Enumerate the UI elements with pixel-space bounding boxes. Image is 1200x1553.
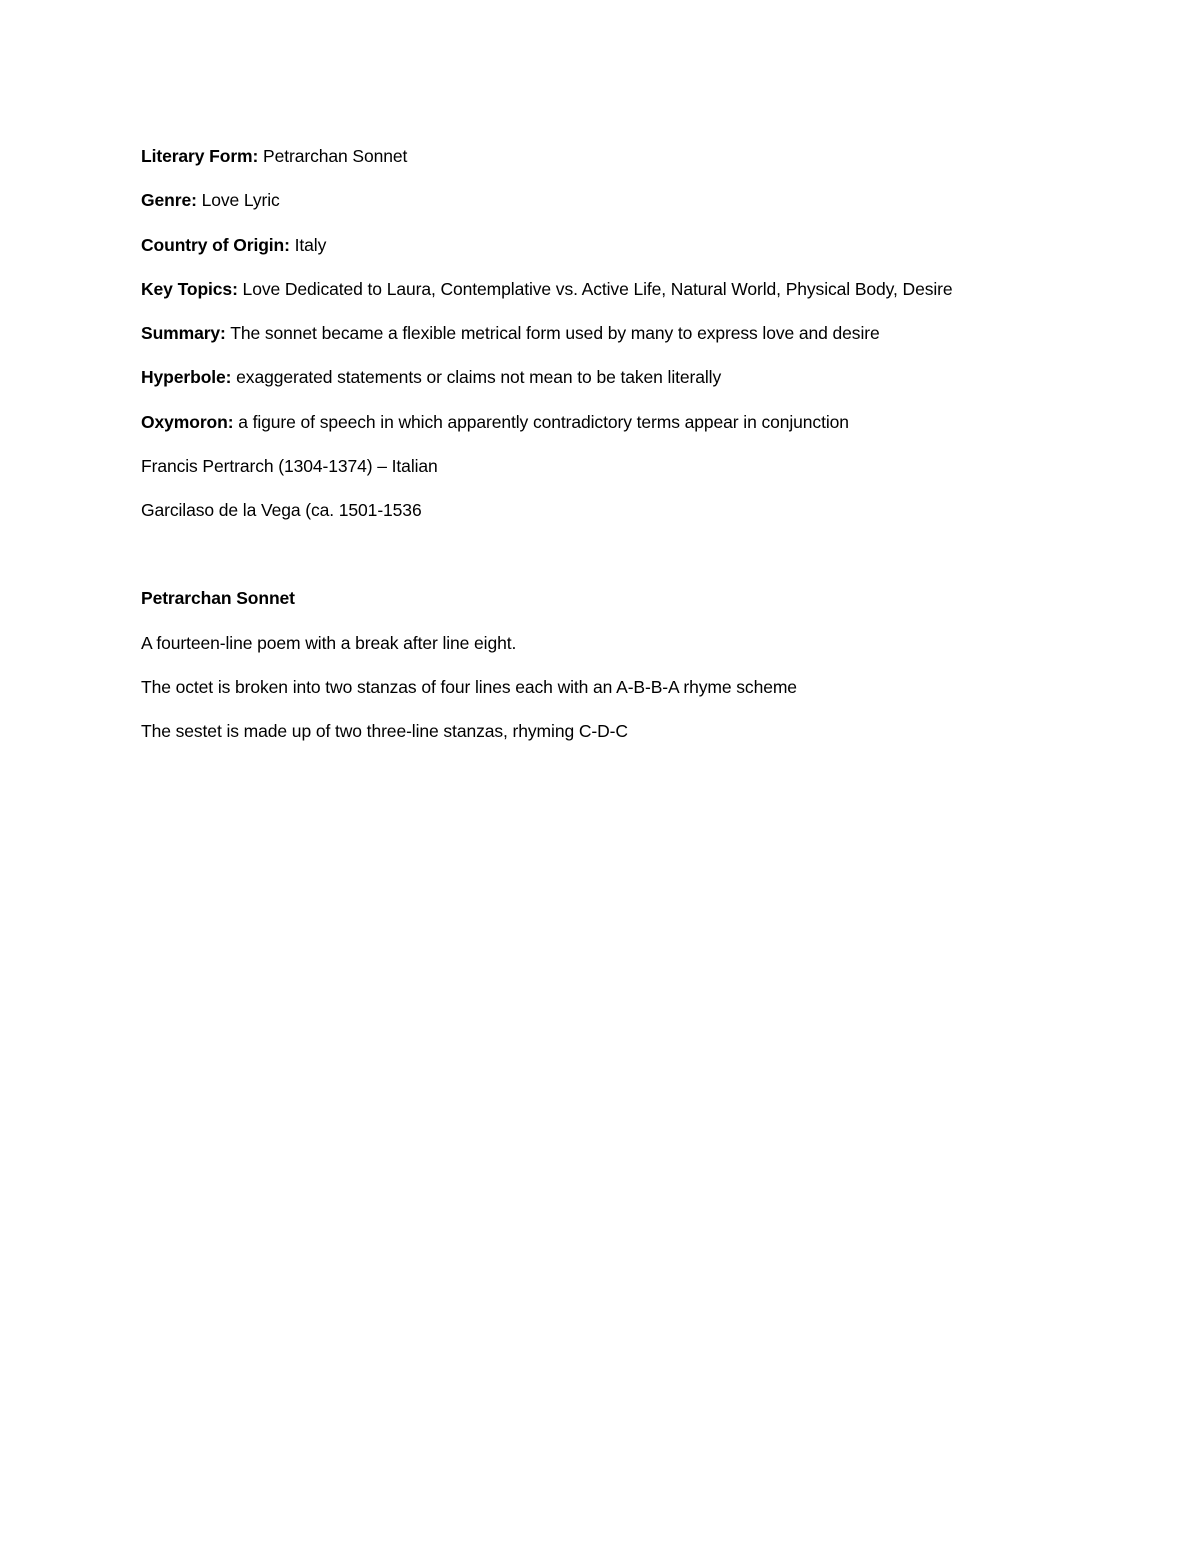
definition-value: Love Dedicated to Laura, Contemplative vs. Active Life, Natural World, Physical Body, Desire bbox=[237, 278, 953, 299]
definition-value: a figure of speech in which apparently contradictory terms appear in conjunction bbox=[233, 411, 849, 432]
definition-term: Hyperbole: bbox=[141, 367, 232, 388]
definition-hyperbole bbox=[141, 362, 1101, 406]
definition-oxymoron bbox=[141, 407, 1101, 451]
definition-term: Key Topics: bbox=[141, 278, 238, 299]
definition-term: Genre: bbox=[141, 190, 197, 211]
definition-value: exaggerated statements or claims not mean to be taken literally bbox=[231, 367, 722, 388]
definition-term: Summary: bbox=[141, 323, 226, 344]
document-body bbox=[141, 141, 1101, 761]
section-heading: Petrarchan Sonnet bbox=[141, 588, 295, 609]
definition-value: Love Lyric bbox=[196, 190, 280, 211]
definition-term: Oxymoron: bbox=[141, 411, 234, 432]
definition-genre bbox=[141, 185, 1101, 229]
definition-summary bbox=[141, 318, 1101, 362]
definition-key-topics bbox=[141, 274, 1101, 318]
definition-term: Literary Form: bbox=[141, 146, 259, 166]
definition-literary-form bbox=[141, 141, 1101, 185]
definition-value: Italy bbox=[289, 234, 327, 255]
author-petrarch: Francis Pertrarch (1304-1374) – Italian bbox=[141, 456, 438, 477]
definition-value: Petrarchan Sonnet bbox=[258, 146, 408, 166]
definition-value: The sonnet became a flexible metrical form used by many to express love and desire bbox=[225, 323, 880, 344]
section-line: A fourteen-line poem with a break after line eight. bbox=[141, 632, 517, 653]
author-garcilaso: Garcilaso de la Vega (ca. 1501-1536 bbox=[141, 500, 422, 521]
section-line: The sestet is made up of two three-line stanzas, rhyming C-D-C bbox=[141, 721, 628, 742]
definition-country-of-origin bbox=[141, 230, 1101, 274]
definition-term: Country of Origin: bbox=[141, 234, 290, 255]
section-line: The octet is broken into two stanzas of four lines each with an A-B-B-A rhyme scheme bbox=[141, 676, 797, 697]
